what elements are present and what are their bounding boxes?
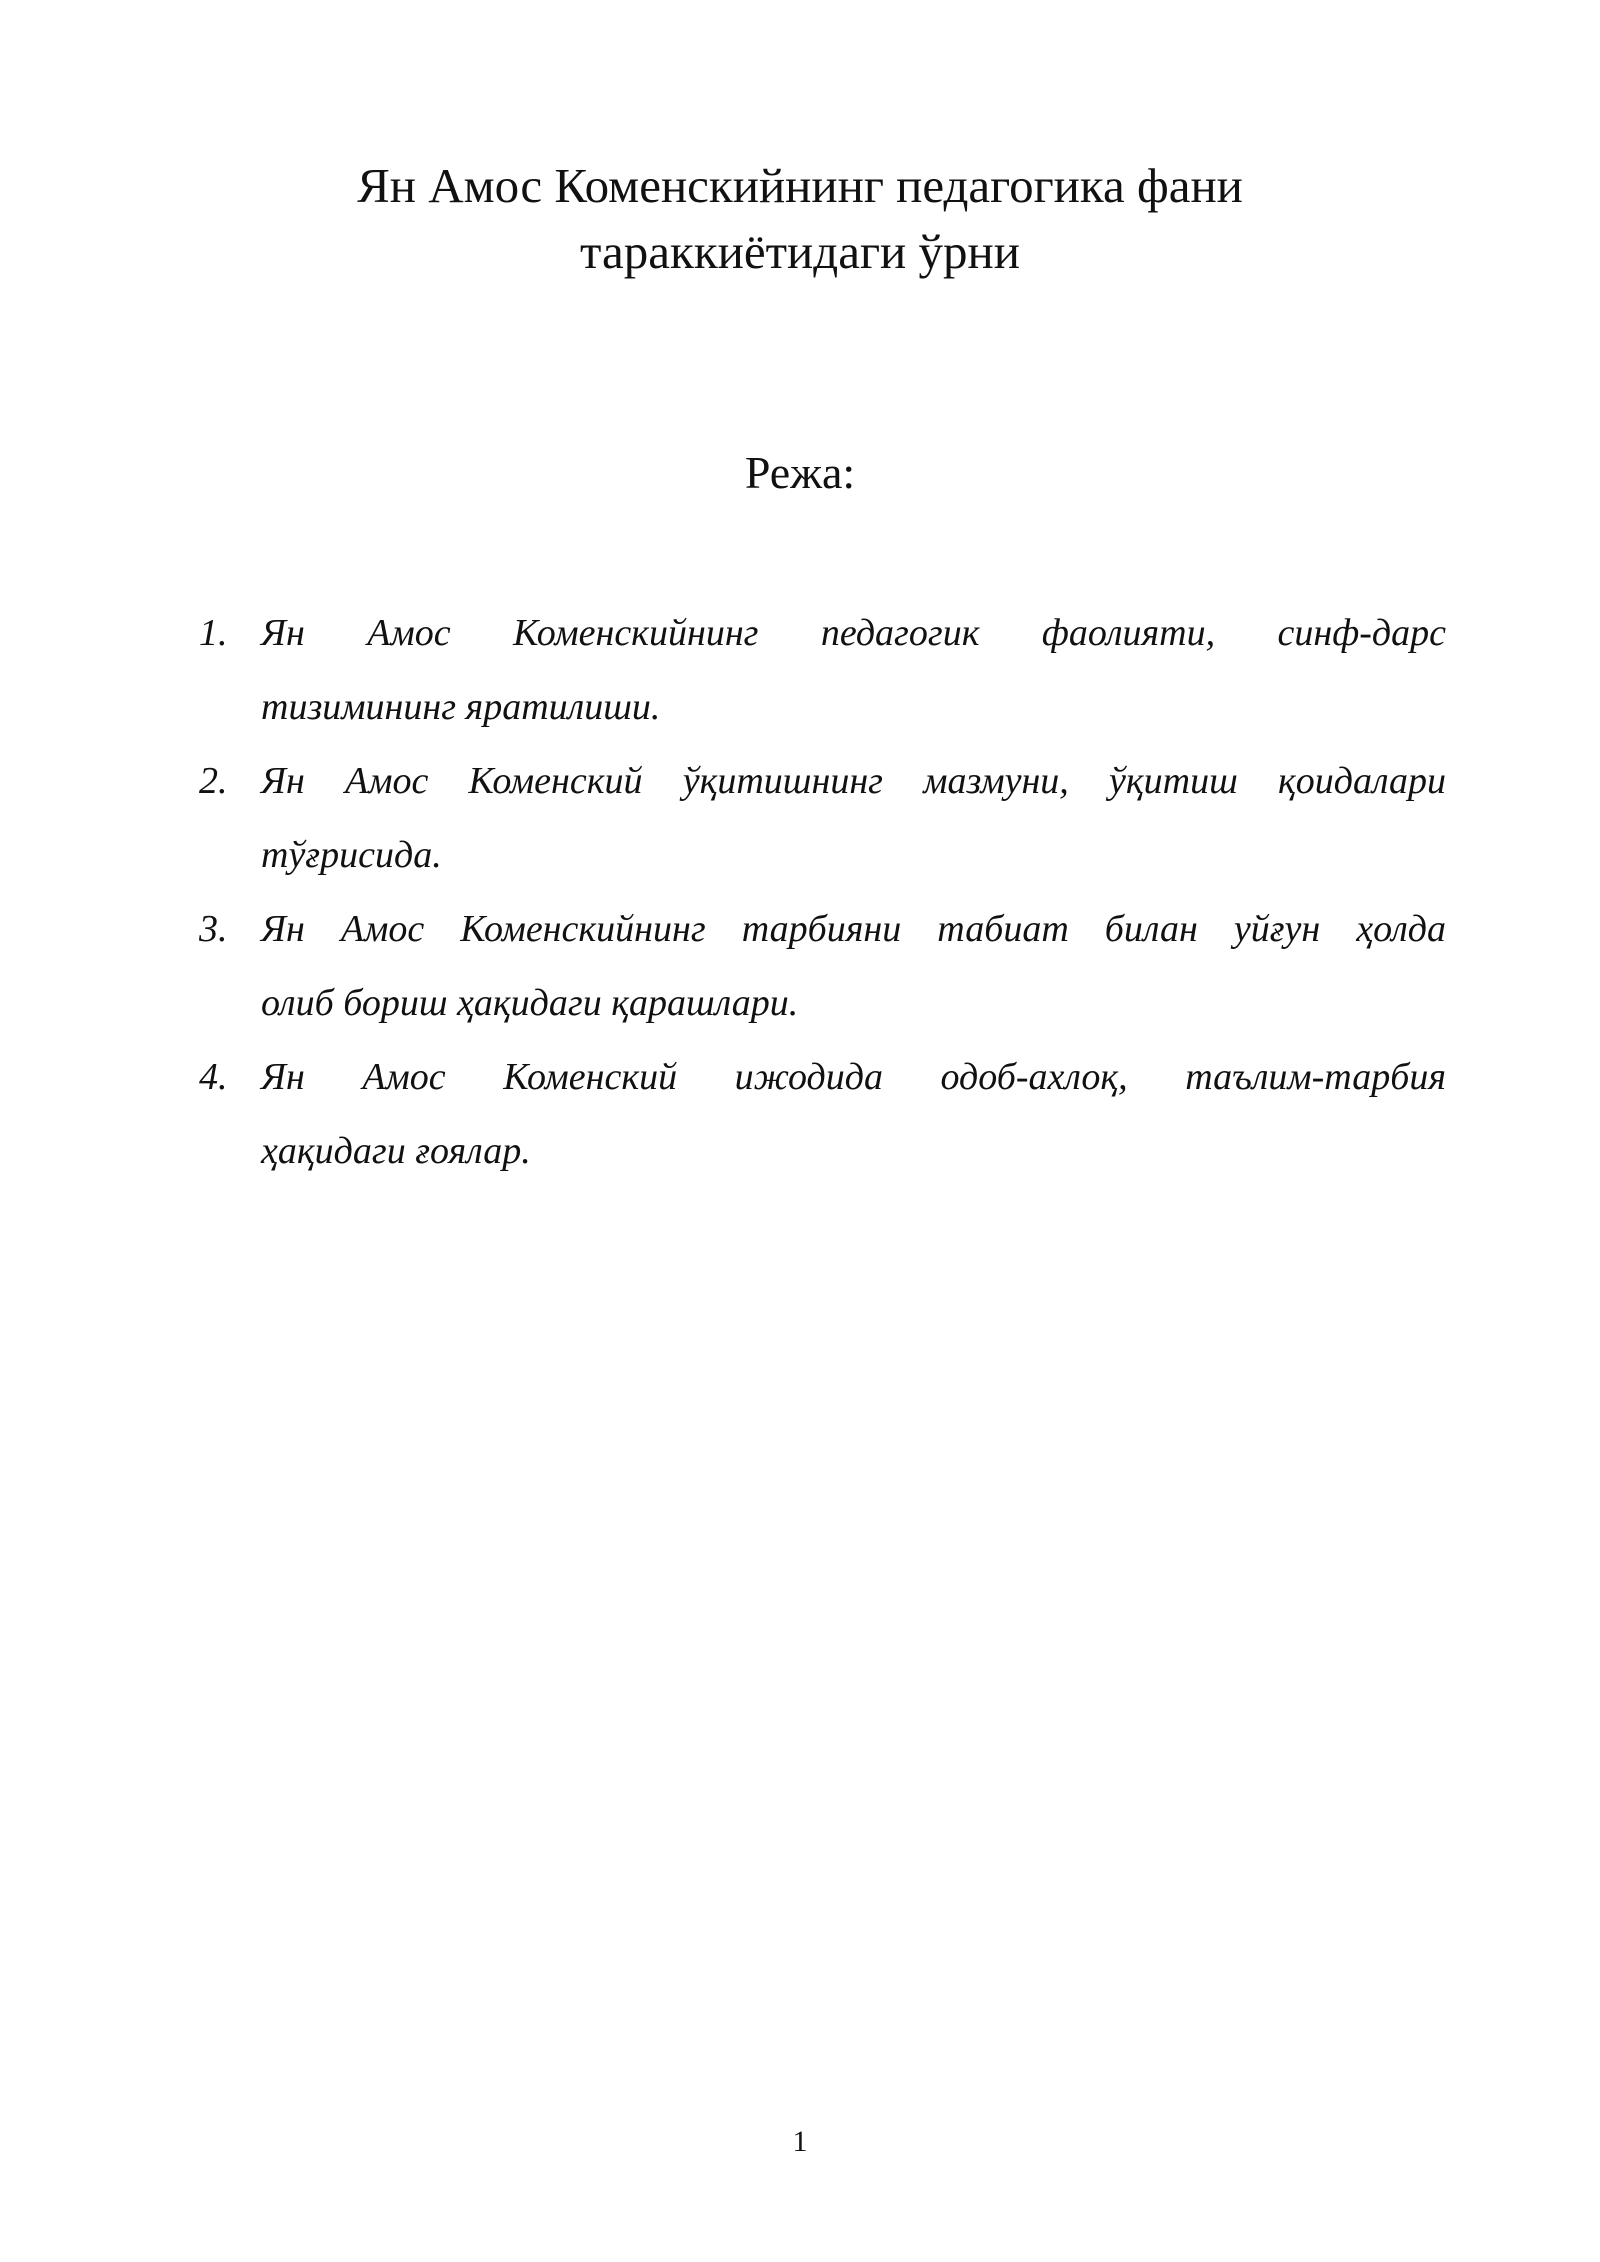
- plan-item-text-line-1: Ян Амос Коменскийнинг тарбияни табиат билан уйғун ҳолда: [261, 908, 1446, 950]
- plan-item-number: 2.: [199, 760, 228, 802]
- document-title-line-1: Ян Амос Коменскийнинг педагогика фани: [357, 158, 1243, 213]
- plan-item-text-line-2: тизимининг яратилиши.: [261, 686, 661, 728]
- plan-list: [199, 596, 1446, 1188]
- plan-item-number: 1.: [199, 612, 228, 654]
- plan-item-text-line-2: тўғрисида.: [261, 834, 442, 876]
- plan-item-3: [199, 892, 1446, 1040]
- plan-item-number: 4.: [199, 1056, 228, 1098]
- page-number: 1: [792, 2125, 808, 2158]
- document-title-line-2: тараккиётидаги ўрни: [580, 224, 1020, 279]
- plan-item-text-line-2: ҳақидаги ғоялар.: [261, 1130, 531, 1172]
- plan-item-1: [199, 596, 1446, 744]
- plan-item-text-line-1: Ян Амос Коменский ижодида одоб-ахлоқ, таълим-тарбия: [261, 1056, 1446, 1098]
- plan-item-4: [199, 1040, 1446, 1188]
- plan-item-2: [199, 744, 1446, 892]
- plan-item-text-line-1: Ян Амос Коменскийнинг педагогик фаолияти, синф-дарс: [261, 612, 1446, 654]
- plan-heading: Режа:: [744, 447, 856, 498]
- plan-item-number: 3.: [199, 908, 228, 950]
- plan-item-text-line-2: олиб бориш ҳақидаги қарашлари.: [261, 982, 799, 1024]
- plan-item-text-line-1: Ян Амос Коменский ўқитишнинг мазмуни, ўқитиш қоидалари: [261, 760, 1446, 802]
